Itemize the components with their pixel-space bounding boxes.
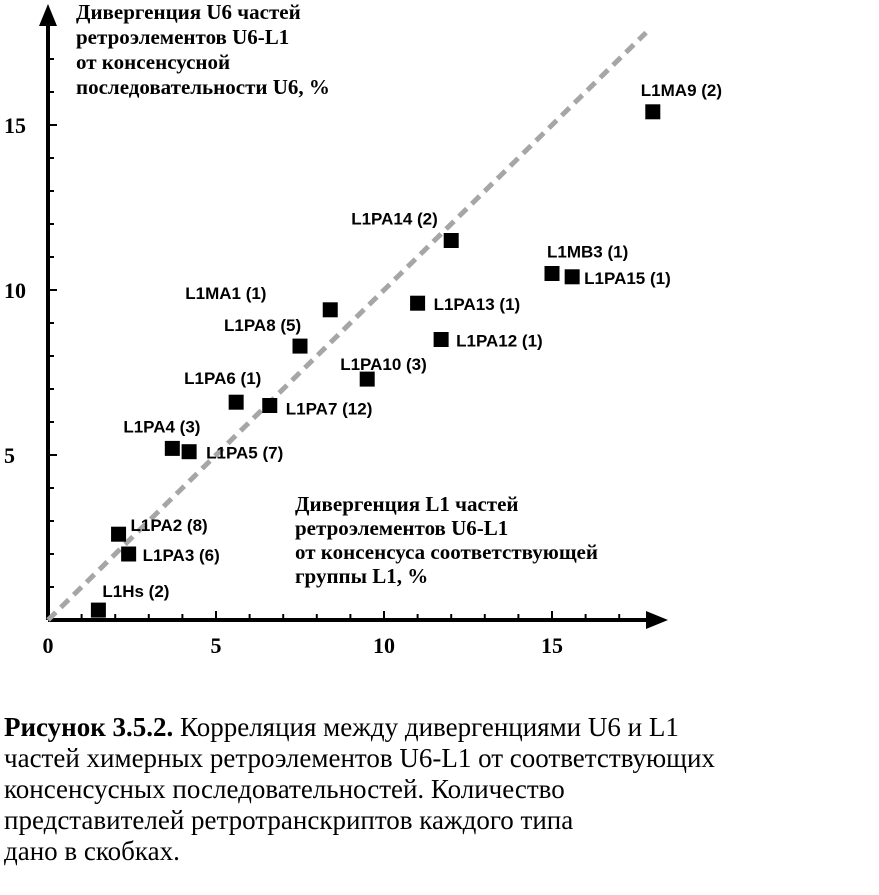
caption-line-5: дано в скобках. [4, 836, 180, 866]
data-point-label: L1PA10 (3) [340, 355, 427, 375]
caption-line-2: частей химерных ретроэлементов U6-L1 от соответствующих [4, 743, 715, 773]
caption-line-3: консенсусных последовательностей. Количество [4, 774, 565, 804]
data-point-label: L1PA3 (6) [142, 546, 220, 565]
data-point-label: L1PA13 (1) [433, 295, 521, 315]
x-axis-title [295, 492, 598, 588]
data-point-marker [545, 266, 560, 281]
data-point-label: L1PA4 (3) [123, 417, 201, 437]
data-point-label: L1MA9 (2) [640, 80, 723, 100]
figure-caption [4, 712, 879, 867]
caption-figure-number: Рисунок 3.5.2. [4, 712, 174, 742]
x-tick-label: 5 [210, 633, 222, 658]
data-point-marker [262, 398, 277, 413]
data-point-marker [111, 527, 126, 542]
x-axis-title-line: Дивергенция L1 частей [295, 492, 519, 516]
y-axis-title-line: от консенсусной [76, 50, 231, 74]
data-point-marker [182, 444, 197, 459]
y-axis-arrow [39, 4, 57, 26]
caption-line-1 [4, 712, 879, 743]
data-point-marker [645, 104, 660, 119]
data-point-label: L1MB3 (1) [547, 242, 629, 262]
x-axis-arrow [646, 611, 668, 629]
data-point-marker [323, 302, 338, 317]
data-point-label: L1PA7 (12) [285, 399, 373, 419]
data-point-label: L1PA5 (7) [206, 443, 284, 463]
data-point-label: L1PA2 (8) [130, 516, 208, 536]
caption-line-4: представителей ретротранскриптов каждого типа [4, 805, 574, 835]
y-axis-title-line: последовательности U6, % [76, 75, 330, 99]
data-point-label: L1PA15 (1) [584, 268, 671, 288]
x-axis-title-line: ретроэлементов U6-L1 [295, 516, 509, 540]
caption-text-1: Корреляция между дивергенциями U6 и L1 [173, 712, 679, 742]
y-axis-title [76, 0, 330, 99]
y-tick-label: 5 [4, 443, 15, 468]
data-point-label: L1PA6 (1) [184, 369, 262, 389]
data-point-marker [293, 339, 308, 354]
y-tick-label: 10 [4, 278, 26, 303]
x-tick-label: 10 [373, 633, 395, 658]
data-point-label: L1PA12 (1) [456, 331, 543, 351]
y-axis-title-line: Дивергенция U6 частей [76, 0, 301, 24]
data-point-label: L1Hs (2) [102, 582, 170, 602]
data-point-marker [444, 233, 459, 248]
data-point-marker [91, 603, 106, 618]
x-tick-label: 15 [541, 633, 563, 658]
data-point-marker [410, 296, 425, 311]
x-tick-label: 0 [42, 633, 54, 658]
data-point-marker [165, 441, 180, 456]
data-point-label: L1PA8 (5) [224, 316, 302, 336]
data-point-marker [434, 332, 449, 347]
y-tick-label: 15 [4, 113, 26, 138]
data-point-marker [565, 269, 580, 284]
data-point-label: L1MA1 (1) [185, 283, 267, 303]
x-axis-title-line: группы L1, % [295, 564, 429, 588]
data-point-label: L1PA14 (2) [351, 209, 438, 229]
data-point-marker [121, 547, 136, 562]
y-axis-title-line: ретроэлементов U6-L1 [76, 25, 290, 49]
data-point-marker [229, 395, 244, 410]
x-axis-title-line: от консенсуса соответствующей [295, 540, 598, 564]
